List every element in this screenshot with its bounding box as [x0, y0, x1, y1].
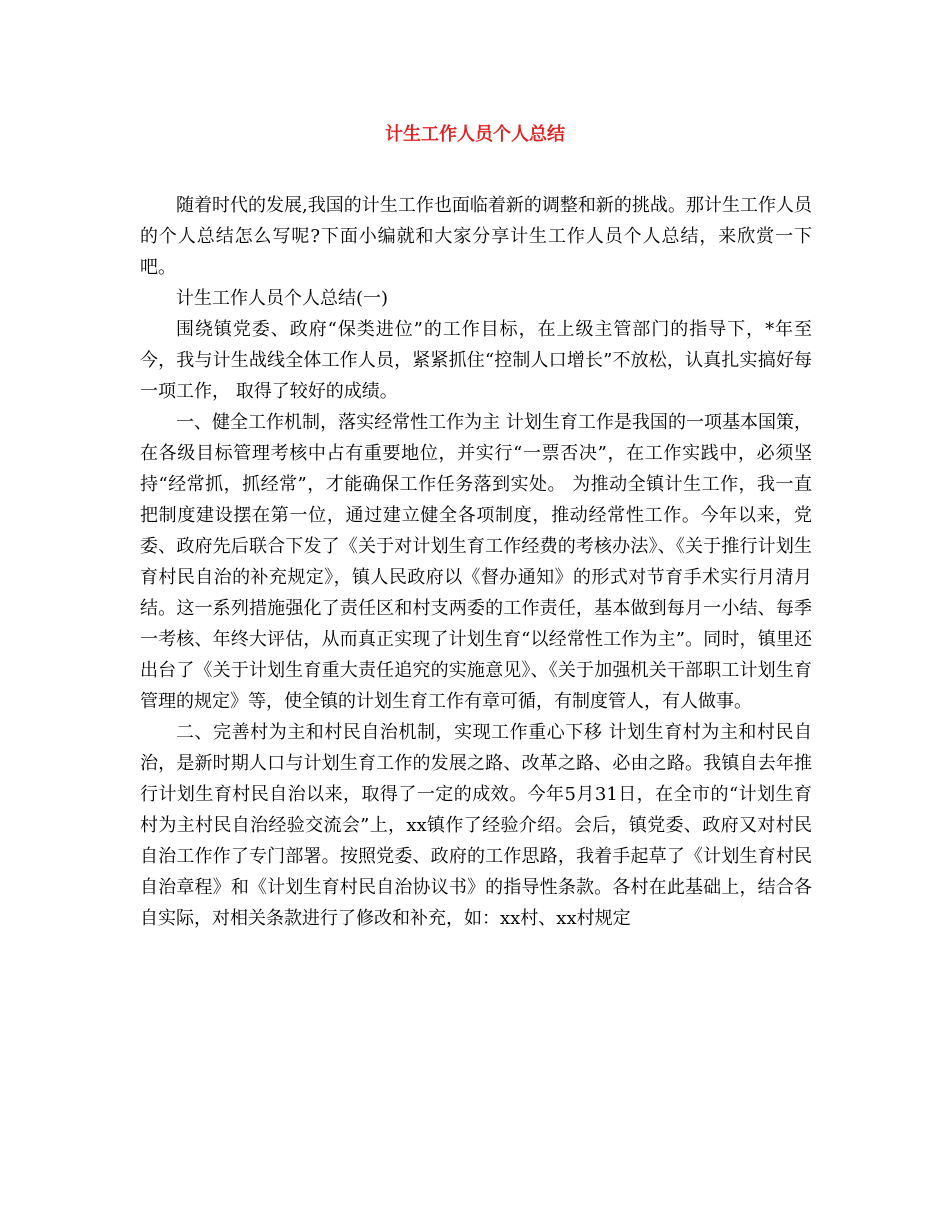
body-paragraph: 二、完善村为主和村民自治机制，实现工作重心下移 计划生育村为主和村民自治，是新时期人口与计划生育工作的发展之路、改革之路、必由之路。我镇自去年推行计划生育村民自治以来，取得了一定的成效。今年5月31日，在全市的“计划生育村为主村民自治经验交流会”上，xx镇作了经验介绍。会后，镇党委、政府又对村民自治工作作了专门部署。按照党委、政府的工作思路，我着手起草了《计划生育村民自治章程》和《计划生育村民自治协议书》的指导性条款。各村在此基础上，结合各自实际，对相关条款进行了修改和补充，如：xx村、xx村规定: [140, 722, 812, 929]
body-paragraph: 围绕镇党委、政府“保类进位”的工作目标，在上级主管部门的指导下，*年至今，我与计生战线全体工作人员，紧紧抓住“控制人口增长”不放松，认真扎实搞好每一项工作， 取得了较好的成绩。: [140, 319, 812, 402]
document-title: 计生工作人员个人总结: [385, 124, 565, 145]
document-body: [140, 190, 812, 934]
body-paragraph: 一、健全工作机制，落实经常性工作为主 计划生育工作是我国的一项基本国策，在各级目标管理考核中占有重要地位，并实行“一票否决”，在工作实践中，必须坚持“经常抓，抓经常”，才能确保工作任务落到实处。 为推动全镇计生工作，我一直把制度建设摆在第一位，通过建立健全各项制度，推动经常性工作。今年以来，党委、政府先后联合下发了《关于对计划生育工作经费的考核办法》、《关于推行计划生育村民自治的补充规定》，镇人民政府以《督办通知》的形式对节育手术实行月清月结。这一系列措施强化了责任区和村支两委的工作责任，基本做到每月一小结、每季一考核、年终大评估，从而真正实现了计划生育“以经常性工作为主”。同时，镇里还出台了《关于计划生育重大责任追究的实施意见》、《关于加强机关干部职工计划生育管理的规定》等，使全镇的计划生育工作有章可循，有制度管人，有人做事。: [140, 412, 812, 712]
intro-paragraph: 随着时代的发展,我国的计生工作也面临着新的调整和新的挑战。那计生工作人员的个人总结怎么写呢?下面小编就和大家分享计生工作人员个人总结，来欣赏一下吧。: [140, 195, 812, 278]
section-heading: 计生工作人员个人总结(一): [176, 288, 389, 309]
